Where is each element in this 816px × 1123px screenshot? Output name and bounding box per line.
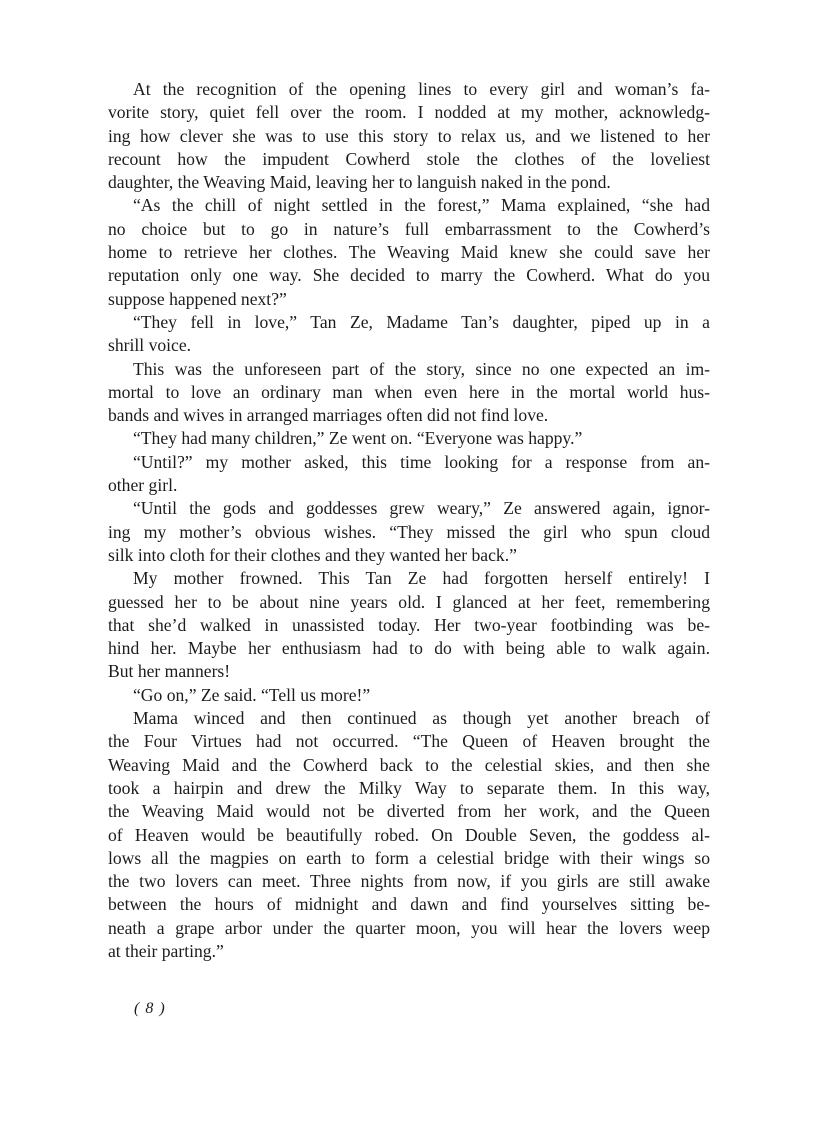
- paragraph: [108, 358, 710, 428]
- text-line: shrill voice.: [108, 335, 192, 356]
- text-line: recount how the impudent Cowherd stole the clothes of the loveliest: [108, 148, 710, 169]
- text-line: My mother frowned. This Tan Ze had forgotten herself entirely! I: [133, 568, 710, 589]
- text-line: ing my mother’s obvious wishes. “They missed the girl who spun cloud: [108, 521, 710, 542]
- text-line: silk into cloth for their clothes and they wanted her back.”: [108, 544, 517, 565]
- paragraph: [108, 311, 710, 358]
- text-line: mortal to love an ordinary man when even here in the mortal world hus-: [108, 381, 710, 402]
- paragraph: [108, 707, 710, 963]
- text-line: the two lovers can meet. Three nights from now, if you girls are still awake: [108, 871, 710, 892]
- text-line: the Weaving Maid would not be diverted from her work, and the Queen: [108, 801, 710, 822]
- text-line: of Heaven would be beautifully robed. On Double Seven, the goddess al-: [108, 824, 710, 845]
- text-line: other girl.: [108, 475, 178, 496]
- text-line: reputation only one way. She decided to marry the Cowherd. What do you: [108, 265, 710, 286]
- text-line: took a hairpin and drew the Milky Way to separate them. In this way,: [108, 777, 710, 798]
- text-line: ing how clever she was to use this story to relax us, and we listened to her: [108, 125, 710, 146]
- paragraph: [108, 427, 710, 450]
- text-line: neath a grape arbor under the quarter moon, you will hear the lovers weep: [108, 917, 710, 938]
- text-line: no choice but to go in nature’s full embarrassment to the Cowherd’s: [108, 218, 710, 239]
- text-line: that she’d walked in unassisted today. Her two-year footbinding was be-: [108, 614, 710, 635]
- text-line: This was the unforeseen part of the story, since no one expected an im-: [133, 358, 710, 379]
- text-line: “They fell in love,” Tan Ze, Madame Tan’s daughter, piped up in a: [133, 311, 710, 332]
- text-line: “As the chill of night settled in the forest,” Mama explained, “she had: [133, 195, 710, 216]
- text-line: Weaving Maid and the Cowherd back to the celestial skies, and then she: [108, 754, 710, 775]
- paragraph: [108, 451, 710, 498]
- text-line: “Until the gods and goddesses grew weary,” Ze answered again, ignor-: [133, 498, 710, 519]
- paragraph: [108, 194, 710, 310]
- paragraph: [108, 567, 710, 683]
- body-text: [108, 78, 710, 963]
- text-line: suppose happened next?”: [108, 288, 287, 309]
- text-line: guessed her to be about nine years old. I glanced at her feet, remembering: [108, 591, 710, 612]
- text-line: “They had many children,” Ze went on. “Everyone was happy.”: [133, 428, 583, 449]
- text-line: at their parting.”: [108, 940, 224, 961]
- text-line: “Until?” my mother asked, this time looking for a response from an-: [133, 451, 710, 472]
- paragraph: [108, 684, 710, 707]
- text-line: Mama winced and then continued as though yet another breach of: [133, 708, 710, 729]
- text-line: But her manners!: [108, 661, 231, 682]
- paragraph: [108, 78, 710, 194]
- text-line: lows all the magpies on earth to form a celestial bridge with their wings so: [108, 847, 710, 868]
- text-line: vorite story, quiet fell over the room. I nodded at my mother, acknowledg-: [108, 102, 710, 123]
- text-line: hind her. Maybe her enthusiasm had to do with being able to walk again.: [108, 638, 710, 659]
- text-line: between the hours of midnight and dawn and find yourselves sitting be-: [108, 894, 710, 915]
- paragraph: [108, 497, 710, 567]
- text-line: the Four Virtues had not occurred. “The Queen of Heaven brought the: [108, 731, 710, 752]
- text-line: daughter, the Weaving Maid, leaving her to languish naked in the pond.: [108, 172, 611, 193]
- text-line: At the recognition of the opening lines to every girl and woman’s fa-: [133, 79, 710, 99]
- text-line: home to retrieve her clothes. The Weaving Maid knew she could save her: [108, 242, 710, 263]
- page-number: ( 8 ): [134, 1000, 166, 1017]
- text-line: bands and wives in arranged marriages often did not find love.: [108, 405, 549, 426]
- text-line: “Go on,” Ze said. “Tell us more!”: [133, 684, 371, 705]
